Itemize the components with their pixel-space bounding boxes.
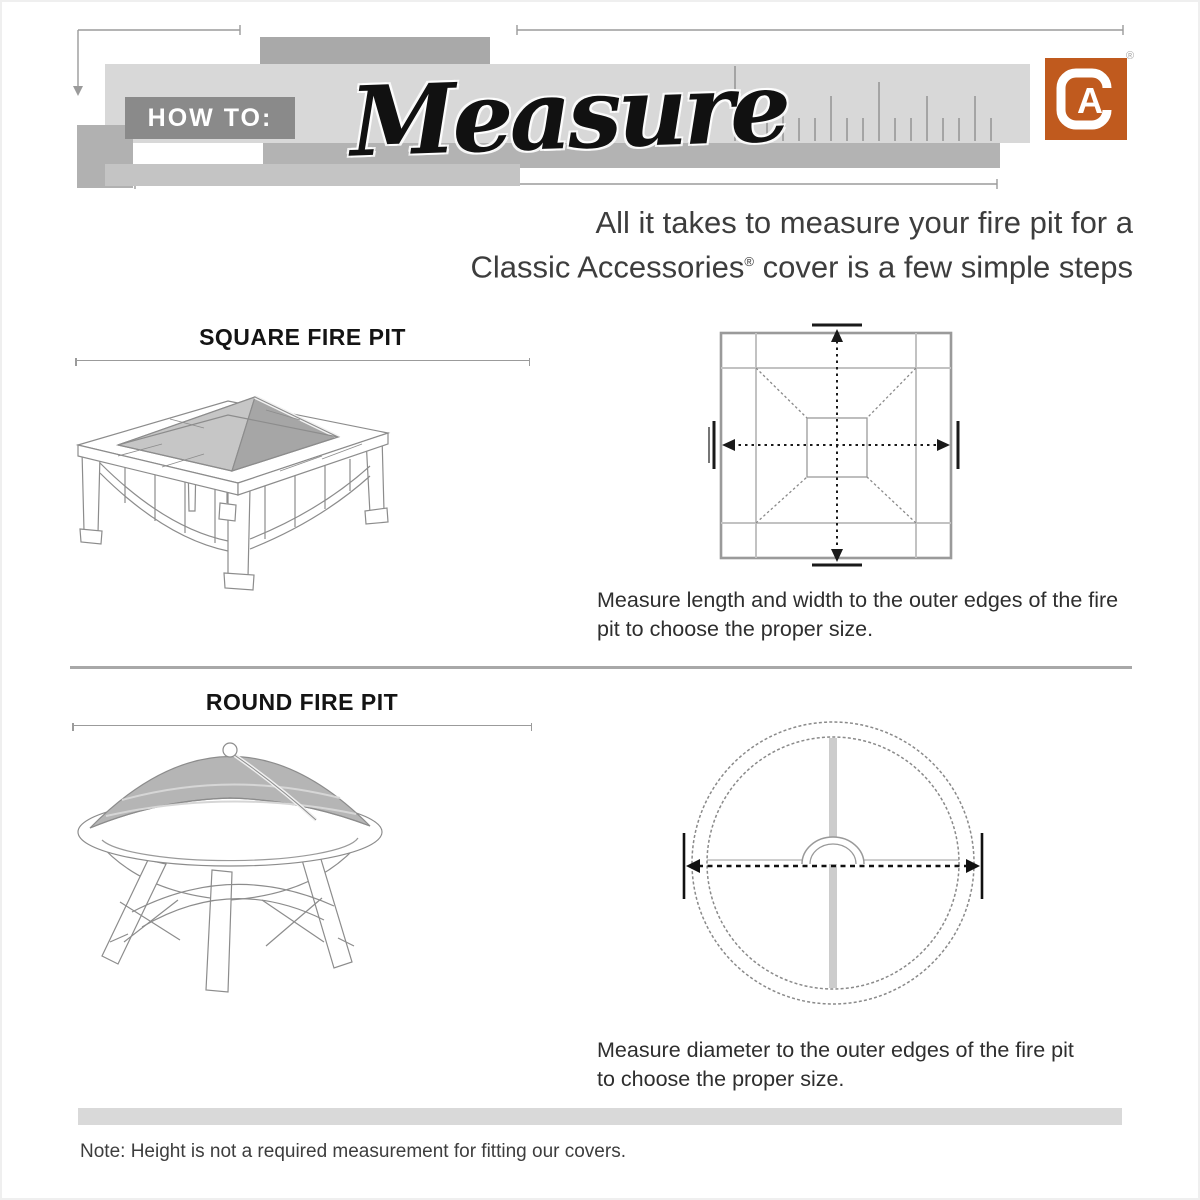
round-fire-pit-illustration bbox=[62, 742, 402, 1007]
logo-registered-mark: ® bbox=[1126, 50, 1135, 62]
square-caption-line-2: pit to choose the proper size. bbox=[597, 617, 874, 641]
intro-line-2-rest: cover is a few simple steps bbox=[753, 249, 1133, 285]
square-heading-rule bbox=[75, 360, 530, 369]
howto-kicker-box bbox=[125, 97, 295, 139]
classic-accessories-logo bbox=[1045, 58, 1127, 140]
round-caption bbox=[597, 1036, 1157, 1094]
intro-line-2 bbox=[470, 242, 1133, 286]
square-caption bbox=[597, 586, 1157, 644]
round-measure-diagram bbox=[680, 713, 990, 1013]
round-caption-line-1: Measure diameter to the outer edges of the fire pit bbox=[597, 1038, 1074, 1062]
svg-text:A: A bbox=[1077, 80, 1103, 121]
round-caption-line-2: to choose the proper size. bbox=[597, 1067, 845, 1091]
square-measure-diagram bbox=[700, 315, 970, 575]
footer-bar bbox=[78, 1108, 1122, 1125]
ca-monogram-icon bbox=[1045, 58, 1127, 140]
section-divider bbox=[70, 666, 1132, 669]
round-section-heading: ROUND FIRE PIT bbox=[205, 689, 399, 715]
page-title: Measure bbox=[348, 50, 789, 179]
square-caption-line-1: Measure length and width to the outer edges of the fire bbox=[597, 588, 1119, 612]
intro-brand: Classic Accessories bbox=[470, 249, 745, 285]
footer-note: Note: Height is not a required measurement for fitting our covers. bbox=[80, 1141, 626, 1162]
howto-kicker-label: HOW TO: bbox=[147, 103, 273, 132]
registered-mark: ® bbox=[744, 254, 754, 269]
intro-line-1: All it takes to measure your fire pit for a bbox=[595, 205, 1133, 240]
square-section-heading: SQUARE FIRE PIT bbox=[199, 324, 406, 350]
square-fire-pit-illustration bbox=[70, 383, 400, 598]
intro-text bbox=[470, 203, 1133, 286]
round-heading-rule bbox=[72, 725, 532, 734]
